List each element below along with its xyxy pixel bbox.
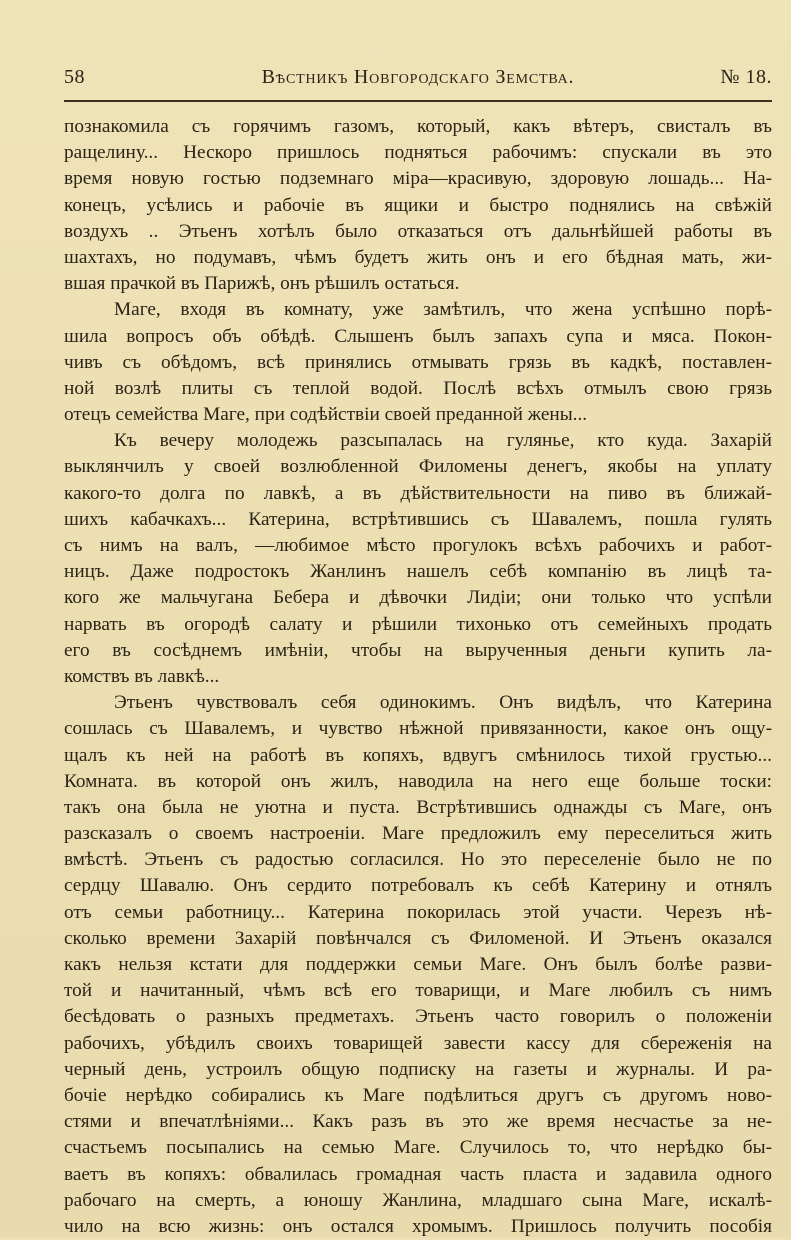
text-line: кого же мальчугана Бебера и дѣвочки Лидіи; они только что успѣли [64, 587, 772, 609]
text-line: бочіе нерѣдко собирались къ Маге подѣлиться другъ съ другомъ ново- [64, 1084, 772, 1106]
journal-title: Вѣстникъ Новгородскаго Земства. [261, 66, 575, 88]
text-line: сошлась съ Шавалемъ, и чувство нѣжной привязанности, какое онъ ощу- [64, 718, 772, 740]
text-line: шила вопросъ объ обѣдѣ. Слышенъ былъ запахъ супа и мяса. Покон- [64, 325, 772, 347]
text-line: отецъ семейства Маге, при содѣйствіи своей преданной жены... [64, 404, 588, 426]
body-text [64, 114, 772, 1240]
text-line: такъ она была не уютна и пуста. Встрѣтившись однажды съ Маге, онъ [64, 796, 772, 818]
text-line: сердцу Шавалю. Онъ сердито потребовалъ къ себѣ Катерину и отнялъ [64, 875, 772, 897]
text-line: рабочаго на смерть, а юношу Жанлина, младшаго сына Маге, искалѣ- [64, 1189, 772, 1211]
text-line: рабочихъ, убѣдилъ своихъ товарищей завести кассу для сбереженія на [64, 1032, 772, 1054]
text-line: время новую гостью подземнаго міра—красивую, здоровую лошадь... На- [64, 168, 772, 190]
text-line: Комната. въ которой онъ жилъ, наводила на него еще больше тоски: [64, 770, 772, 792]
text-line: стями и впечатлѣніями... Какъ разъ въ это же время несчастье за не- [64, 1111, 772, 1133]
issue-number: № 18. [720, 66, 772, 88]
text-line: шихъ кабачкахъ... Катерина, встрѣтившись съ Шавалемъ, пошла гулять [64, 508, 772, 530]
text-line: шахтахъ, но подумавъ, чѣмъ будетъ жить онъ и его бѣдная мать, жи- [64, 246, 772, 268]
text-line: Маге, входя въ комнату, уже замѣтилъ, что жена успѣшно порѣ- [114, 299, 772, 321]
text-line: ваетъ въ копяхъ: обвалилась громадная часть пласта и задавила одного [64, 1163, 772, 1185]
text-line: выклянчилъ у своей возлюбленной Филомены денегъ, якобы на уплату [64, 456, 772, 478]
text-line: воздухъ .. Этьенъ хотѣлъ было отказаться отъ дальнѣйшей работы въ [64, 220, 772, 242]
text-line: бесѣдовать о разныхъ предметахъ. Этьенъ часто говорилъ о положеніи [64, 1006, 772, 1028]
text-line: комствъ въ лавкѣ... [64, 665, 220, 687]
page-number: 58 [64, 66, 85, 88]
text-line: отъ семьи работницу... Катерина покорилась этой участи. Черезъ нѣ- [64, 901, 772, 923]
text-line: сколько времени Захарій повѣнчался съ Филоменой. И Этьенъ оказался [64, 927, 772, 949]
text-line: вшая прачкой въ Парижѣ, онъ рѣшилъ остаться. [64, 273, 460, 295]
text-line: вмѣстѣ. Этьенъ съ радостью согласился. Но это переселеніе было не по [64, 849, 772, 871]
text-line: Этьенъ чувствовалъ себя одинокимъ. Онъ видѣлъ, что Катерина [114, 692, 772, 714]
text-line: какого-то долга по лавкѣ, а въ дѣйствительности на пиво въ ближай- [64, 482, 772, 504]
text-line: Къ вечеру молодежь разсыпалась на гулянье, кто куда. Захарій [114, 430, 772, 452]
text-line: черный день, устроилъ общую подписку на газеты и журналы. И ра- [64, 1058, 772, 1080]
text-line: щалъ къ ней на работѣ въ копяхъ, вдвугъ смѣнилось тихой грустью... [64, 744, 772, 766]
text-line: его въ сосѣднемъ имѣніи, чтобы на вырученныя деньги купить ла- [64, 639, 772, 661]
text-line: какъ нельзя кстати для поддержки семьи Маге. Онъ былъ болѣе разви- [64, 954, 772, 975]
text-line: познакомила съ горячимъ газомъ, который, какъ вѣтеръ, свисталъ въ [64, 116, 772, 137]
text-line: съ нимъ на валъ, —любимое мѣсто прогулокъ всѣхъ рабочихъ и работ- [64, 535, 772, 556]
text-line: чивъ съ обѣдомъ, всѣ принялись отмывать грязь въ кадкѣ, поставлен- [64, 351, 772, 373]
header-rule [64, 100, 772, 102]
running-header [64, 66, 772, 96]
text-line: той и начитанный, чѣмъ всѣ его товарищи, и Маге любилъ съ нимъ [64, 980, 772, 1002]
text-line: чило на всю жизнь: онъ остался хромымъ. Пришлось получить пособія [64, 1215, 772, 1237]
text-line: нарвать въ огородѣ салату и рѣшили тихонько отъ семейныхъ продать [64, 613, 772, 635]
text-line: разсказалъ о своемъ настроеніи. Маге предложилъ ему переселиться жить [64, 823, 772, 845]
text-line: ной возлѣ плиты съ теплой водой. Послѣ всѣхъ отмылъ свою грязь [64, 377, 772, 399]
text-line: конецъ, усѣлись и рабочіе въ ящики и быстро поднялись на свѣжій [64, 194, 772, 216]
text-line: ницъ. Даже подростокъ Жанлинъ нашелъ себѣ компанію въ лицѣ та- [64, 561, 772, 583]
text-line: ращелину... Нескоро пришлось подняться рабочимъ: спускали въ это [64, 142, 772, 164]
text-line: счастьемъ посыпались на семью Маге. Случилось то, что нерѣдко бы- [64, 1137, 772, 1159]
